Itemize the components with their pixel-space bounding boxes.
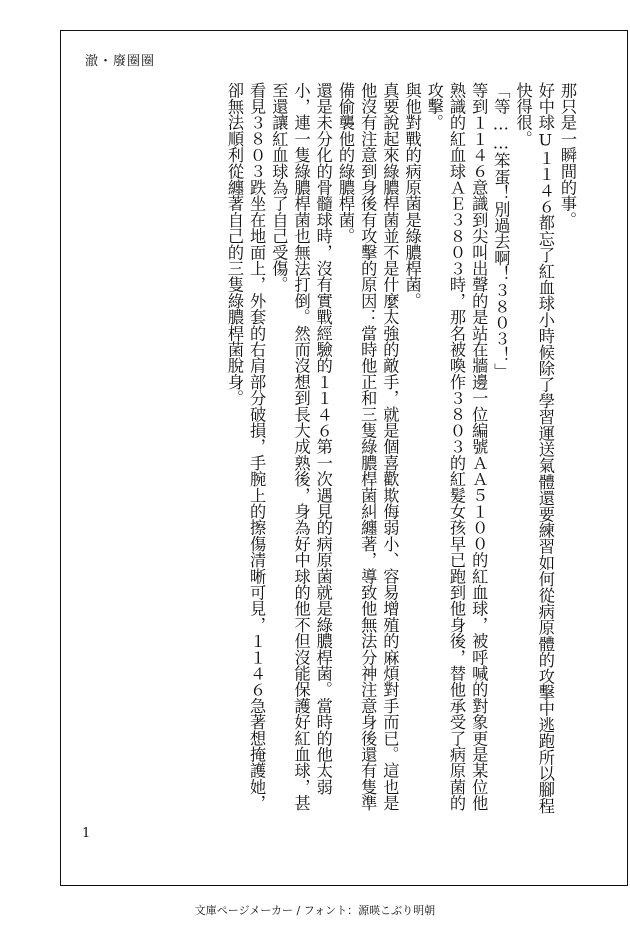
- paragraph-1: 那只是一瞬間的事。: [558, 82, 577, 228]
- vertical-body-text: [78, 82, 578, 822]
- footer-credit: 文庫ページメーカー / フォント：源暎こぶり明朝: [194, 904, 436, 917]
- page-number: 1: [82, 826, 91, 841]
- paragraph-4: 等到１１４６意識到尖叫出聲的是站在牆邊一位編號ＡＡ５１００的紅血球，被呼喊的對象更是某位他熟識的紅血球ＡＥ３８０３時，那名被喚作３８０３的紅髮女孩早已跑到他身後，替他承受了病原菌的攻擊。: [424, 82, 489, 811]
- paragraph-2: 好中球U１１４６都忘了紅血球小時候除了學習運送氣體還要練習如何從病原體的攻擊中逃跑所以腳程快得很。: [513, 82, 555, 814]
- running-header-title: 澈・廢圈圈: [85, 54, 156, 69]
- paragraph-5: 與他對戰的病原菌是綠膿桿菌。: [402, 82, 422, 309]
- paragraph-7: 還是未分化的骨髓球時，沒有實戰經驗的１１４６第一次遇見的病原菌就是綠膿桿菌。當時的他太弱小，連一隻綠膿桿菌也無法打倒。然而沒想到長大成熟後，身為好中球的他不但沒能保護好紅血球，甚至還讓紅血球為了自己受傷。: [269, 82, 333, 811]
- paragraph-3: 「等……笨蛋！別過去啊！３８０３！」: [491, 82, 511, 380]
- paragraph-6: 真要說起來綠膿桿菌並不是什麼太強的敵手，就是個喜歡欺侮弱小、容易增殖的麻煩對手而已。這也是他沒有注意到身後有攻擊的原因：當時他正和三隻綠膿桿菌糾纏著，導致他無法分神注意身後還有隻準備偷襲他的綠膿桿菌。: [335, 82, 400, 811]
- paragraph-8: 看見３８０３跌坐在地面上，外套的右肩部分破損，手腕上的擦傷清晰可見，１１４６急著想掩護她，卻無法順利從纏著自己的三隻綠膿桿菌脫身。: [224, 82, 267, 811]
